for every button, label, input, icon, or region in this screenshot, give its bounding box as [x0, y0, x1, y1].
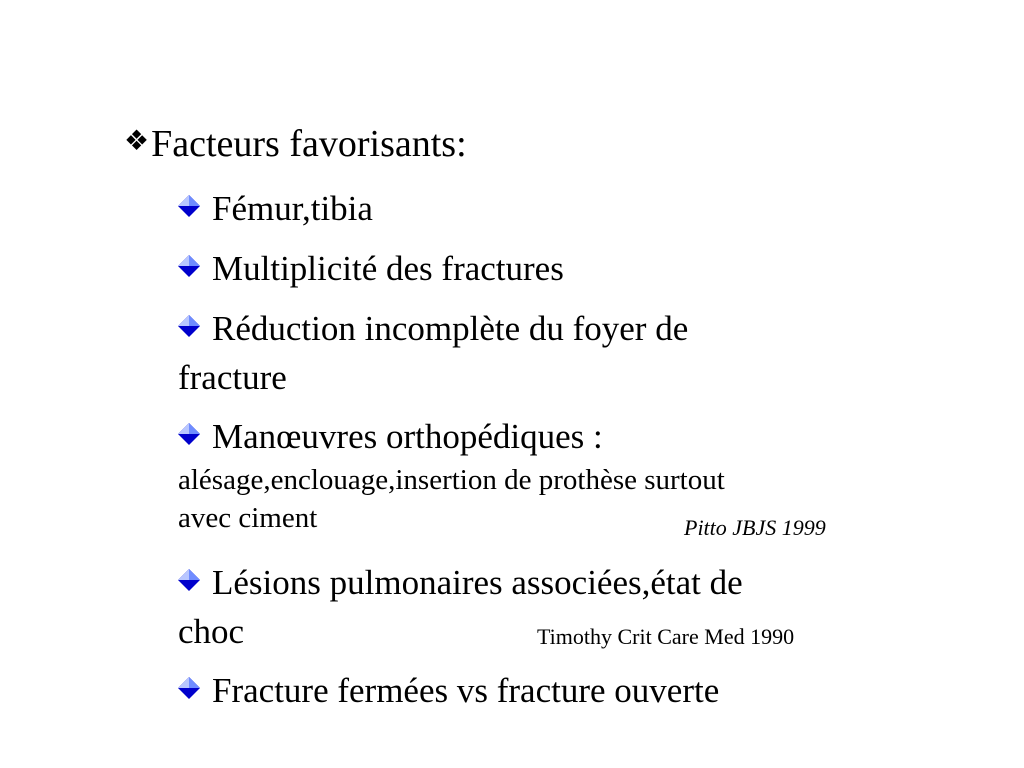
four-diamond-bullet-icon: ❖: [124, 126, 150, 157]
citation: Timothy Crit Care Med 1990: [537, 624, 795, 649]
list-item: [178, 666, 958, 715]
slide-heading: [124, 118, 467, 168]
blue-diamond-bullet-icon: [178, 195, 200, 217]
list-item-text: Fracture fermées vs fracture ouverte: [212, 671, 720, 710]
list-item: [178, 244, 958, 293]
list-item-detail: avec ciment: [178, 502, 318, 534]
blue-diamond-bullet-icon: [178, 255, 200, 277]
list-item-text: Multiplicité des fractures: [212, 249, 564, 288]
citation: Pitto JBJS 1999: [684, 515, 826, 540]
list-item: [178, 304, 958, 402]
list-item-detail: alésage,enclouage,insertion de prothèse surtout: [178, 464, 725, 496]
list-item-text: Réduction incomplète du foyer de: [212, 309, 689, 348]
list-item-text-continued: choc: [178, 612, 245, 651]
heading-text: Facteurs favorisants:: [151, 123, 467, 165]
list-item-text-continued: fracture: [178, 358, 287, 397]
list-item-text: Manœuvres orthopédiques :: [212, 417, 603, 456]
blue-diamond-bullet-icon: [178, 423, 200, 445]
list-item-text: Fémur,tibia: [212, 189, 373, 228]
list-item: [178, 184, 958, 233]
list-item-text: Lésions pulmonaires associées,état de: [212, 563, 743, 602]
blue-diamond-bullet-icon: [178, 315, 200, 337]
list-item: [178, 412, 958, 537]
blue-diamond-bullet-icon: [178, 569, 200, 591]
blue-diamond-bullet-icon: [178, 677, 200, 699]
